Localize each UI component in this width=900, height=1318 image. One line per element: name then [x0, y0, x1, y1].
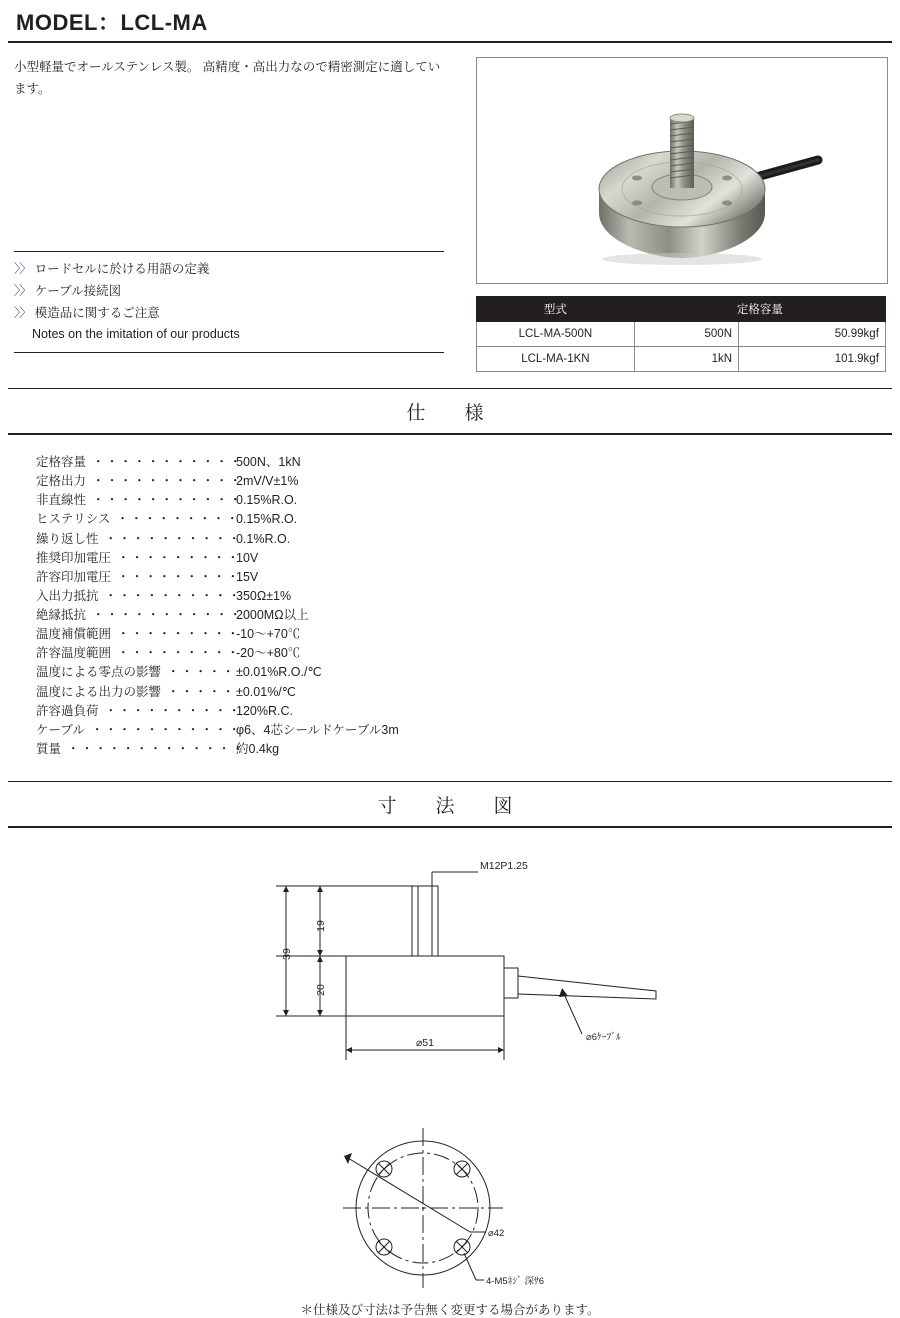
- top-section: [8, 57, 892, 372]
- spec-item: [36, 530, 892, 549]
- spec-item: [36, 606, 892, 625]
- column-header-capacity: 定格容量: [634, 297, 885, 322]
- spec-item: [36, 453, 892, 472]
- cell-model: LCL-MA-500N: [476, 322, 634, 347]
- spec-label-text: 温度による零点の影響: [36, 665, 162, 680]
- spec-label: [36, 683, 236, 702]
- spec-value: 2000MΩ以上: [236, 608, 309, 622]
- spec-item: [36, 549, 892, 568]
- spec-item: [36, 568, 892, 587]
- spec-value: 2mV/V±1%: [236, 474, 299, 489]
- spec-value: -10〜+70℃: [236, 627, 301, 642]
- spec-dots: ・・・・・・・・・・・: [92, 474, 243, 489]
- spec-dots: ・・・・・: [167, 684, 236, 699]
- dimension-drawing-svg: [8, 828, 892, 1298]
- spec-label: [36, 510, 240, 529]
- spec-dots: ・・・・・・・・・・・: [92, 455, 243, 469]
- dim-20-label: 20: [315, 984, 327, 996]
- spec-item: [36, 625, 892, 644]
- spec-label-text: 推奨印加電圧: [36, 550, 112, 565]
- spec-dots: ・・・・・・・・・・・・・: [67, 741, 246, 756]
- spec-label: [36, 663, 236, 682]
- product-description: 小型軽量でオールステンレス製。 高精度・高出力なので精密測定に適しています。: [14, 60, 441, 96]
- link-item-terminology[interactable]: [14, 259, 444, 281]
- spec-label: [36, 721, 242, 740]
- spec-item: [36, 491, 892, 510]
- spec-label: [36, 530, 242, 549]
- spec-value: -20〜+80℃: [236, 646, 301, 661]
- spec-item: [36, 740, 892, 759]
- chevron-right-icon: 〉〉: [14, 305, 31, 320]
- table-row: [476, 322, 885, 347]
- spec-item: [36, 683, 892, 702]
- spec-value: 10V: [236, 550, 259, 565]
- spec-dots: ・・・・・・・・・: [117, 646, 241, 661]
- specification-list: [36, 453, 892, 759]
- cell-capacity-kgf: 50.99kgf: [739, 322, 886, 347]
- link-list-top-rule: [14, 251, 444, 252]
- link-list-bottom-rule: [14, 352, 444, 353]
- spec-label: [36, 587, 242, 606]
- spec-label: [36, 453, 243, 472]
- spec-dots: ・・・・・・・・・・・: [92, 493, 243, 508]
- spec-value: 0.15%R.O.: [236, 493, 298, 508]
- spec-label: [36, 740, 246, 759]
- top-left-column: [8, 57, 476, 372]
- cell-capacity-n: 500N: [634, 322, 738, 347]
- cable-note-label: ⌀6ｹｰﾌﾞﾙ: [586, 1032, 621, 1043]
- hole-note-label: 4-M5ﾈｼﾞ 深ｻ6: [486, 1276, 545, 1287]
- product-photo: [476, 57, 888, 284]
- spec-value: ±0.01%R.O./℃: [236, 665, 322, 680]
- spec-label: [36, 644, 241, 663]
- dim-thread-label: M12P1.25: [480, 860, 528, 872]
- link-sublabel-english: Notes on the imitation of our products: [32, 327, 240, 342]
- dim-19-label: 19: [315, 920, 327, 932]
- cell-model: LCL-MA-1KN: [476, 347, 634, 372]
- dimension-drawing: [8, 828, 892, 1298]
- header-rule: [8, 41, 892, 43]
- spec-dots: ・・・・・: [167, 665, 236, 680]
- dim-51-label: ⌀51: [415, 1037, 435, 1049]
- spec-dots: ・・・・・・・・・・・: [92, 608, 243, 622]
- spec-value: 500N、1kN: [236, 455, 301, 469]
- spec-value: φ6、4芯シールドケーブル3m: [236, 722, 399, 737]
- load-cell-illustration: [477, 58, 887, 283]
- spec-label-text: 絶縁抵抗: [36, 608, 87, 622]
- spec-dots: ・・・・・・・・・・・: [90, 722, 242, 737]
- spec-value: 0.1%R.O.: [236, 531, 291, 546]
- spec-label: [36, 549, 241, 568]
- spec-dots: ・・・・・・・・・・: [104, 531, 242, 546]
- spec-label-text: 質量: [36, 741, 62, 756]
- page-title: MODEL：LCL-MA: [16, 10, 208, 35]
- spec-item: [36, 702, 892, 721]
- spec-dots: ・・・・・・・・・: [117, 627, 241, 642]
- chevron-right-icon: 〉〉: [14, 261, 31, 276]
- link-item-cable-diagram[interactable]: [14, 281, 444, 303]
- spec-item: [36, 472, 892, 491]
- spec-label-text: 温度補償範囲: [36, 627, 112, 642]
- spec-item: [36, 663, 892, 682]
- spec-label-text: 温度による出力の影響: [36, 684, 162, 699]
- spec-label-text: ヒステリシス: [36, 512, 111, 527]
- spec-label-text: 非直線性: [36, 493, 87, 508]
- table-row: [476, 347, 885, 372]
- spec-value: 約0.4kg: [236, 741, 280, 756]
- spec-item: [36, 587, 892, 606]
- link-label: ロードセルに於ける用語の定義: [34, 261, 210, 276]
- spec-section-title: 仕 様: [406, 403, 494, 424]
- link-label: ケーブル接続図: [34, 283, 122, 298]
- cell-capacity-n: 1kN: [634, 347, 738, 372]
- spec-value: ±0.01%/℃: [236, 684, 296, 699]
- table-header-row: [476, 297, 885, 322]
- capacity-table: [476, 296, 886, 372]
- cell-capacity-kgf: 101.9kgf: [739, 347, 886, 372]
- spec-label-text: 定格容量: [36, 455, 87, 469]
- dimension-section-title: 寸 法 図: [377, 796, 523, 817]
- spec-dots: ・・・・・・・・・: [117, 550, 241, 565]
- link-item-imitation-notice[interactable]: [14, 303, 444, 325]
- spec-label-text: ケーブル: [36, 722, 85, 737]
- column-header-model: 型式: [476, 297, 634, 322]
- spec-section-band: [8, 388, 892, 435]
- spec-label: [36, 568, 241, 587]
- spec-item: [36, 644, 892, 663]
- spec-label: [36, 472, 243, 491]
- spec-label-text: 入出力抵抗: [36, 588, 99, 603]
- spec-label-text: 繰り返し性: [36, 531, 99, 546]
- spec-item: [36, 510, 892, 529]
- spec-label: [36, 606, 243, 625]
- spec-label-text: 定格出力: [36, 474, 87, 489]
- dim-42-label: ⌀42: [488, 1228, 505, 1239]
- spec-label: [36, 702, 242, 721]
- chevron-right-icon: 〉〉: [14, 283, 31, 298]
- top-right-column: [476, 57, 892, 372]
- spec-label: [36, 491, 243, 510]
- spec-item: [36, 721, 892, 740]
- spec-value: 350Ω±1%: [236, 588, 292, 603]
- spec-dots: ・・・・・・・・・: [116, 512, 240, 527]
- spec-band-bottom-rule: [8, 433, 892, 435]
- footnote: ＊仕様及び寸法は予告無く変更する場合があります。: [300, 1303, 600, 1317]
- spec-label: [36, 625, 241, 644]
- spec-dots: ・・・・・・・・・・: [104, 588, 242, 603]
- dim-39-label: 39: [281, 948, 293, 960]
- spec-label-text: 許容過負荷: [36, 703, 99, 718]
- dimension-section-band: [8, 781, 892, 828]
- spec-label-text: 許容印加電圧: [36, 569, 112, 584]
- link-label: 模造品に関するご注意: [34, 305, 160, 320]
- spec-dots: ・・・・・・・・・: [117, 569, 241, 584]
- spec-label-text: 許容温度範囲: [36, 646, 112, 661]
- spec-value: 0.15%R.O.: [236, 512, 298, 527]
- spec-value: 15V: [236, 569, 259, 584]
- link-list: [14, 251, 444, 353]
- spec-dots: ・・・・・・・・・・: [104, 703, 242, 718]
- spec-value: 120%R.C.: [236, 703, 293, 718]
